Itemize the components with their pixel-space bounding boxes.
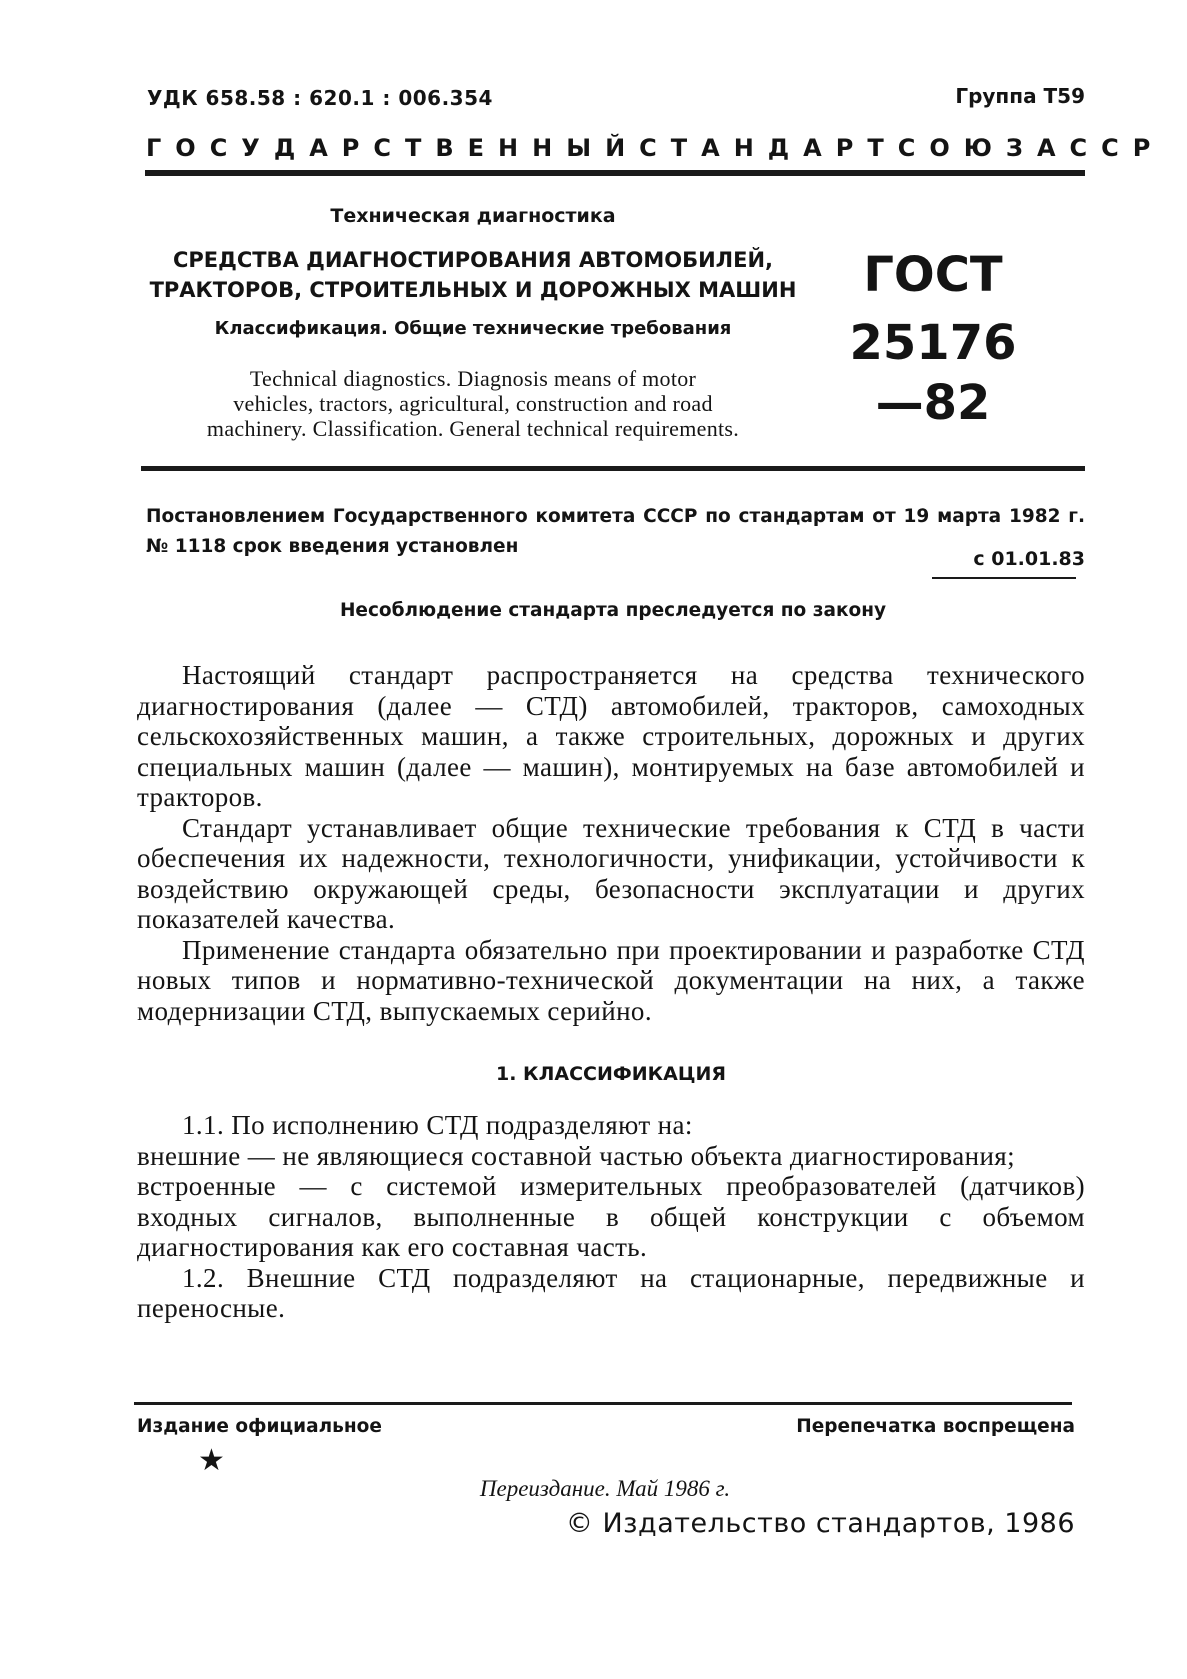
udk-code: УДК 658.58 : 620.1 : 006.354 xyxy=(147,86,493,110)
body-paragraph: Применение стандарта обязательно при проектировании и разработке СТД новых типов и нормативно-технической документации на них, а также модернизации СТД, выпускаемых серийно. xyxy=(137,934,1085,1026)
resolution-text: Постановлением Государственного комитета СССР по стандартам от 19 марта 1982 г. № 1118 срок введения установлен xyxy=(146,506,1085,557)
reprint-forbidden: Перепечатка воспрещена xyxy=(796,1416,1075,1437)
english-title-line: machinery. Classification. General technical requirements. xyxy=(206,416,740,441)
section-name: Техническая диагностика xyxy=(330,205,616,227)
title-line: ТРАКТОРОВ, СТРОИТЕЛЬНЫХ И ДОРОЖНЫХ МАШИН xyxy=(149,278,797,302)
body-paragraph: Стандарт устанавливает общие технические требования к СТД в части обеспечения их надежности, технологичности, унификации, устойчивости к воздействию окружающей среды, безопасности эксплуатации и других показателей качества. xyxy=(137,812,1085,934)
publisher-copyright: © Издательство стандартов, 1986 xyxy=(565,1508,1075,1539)
introduction xyxy=(137,660,1085,1026)
effective-date-underline xyxy=(932,577,1076,579)
gost-number: 25176—82 xyxy=(849,315,1017,431)
banner-word: СОЮЗА xyxy=(897,134,1070,162)
middle-rule xyxy=(141,466,1085,471)
banner-word: ГОСУДАРСТВЕННЫЙ xyxy=(146,134,640,162)
document-title xyxy=(143,245,803,305)
banner-word: СТАНДАРТ xyxy=(639,134,898,162)
english-title xyxy=(143,366,803,441)
effective-date: с 01.01.83 xyxy=(973,548,1085,570)
title-line: СРЕДСТВА ДИАГНОСТИРОВАНИЯ АВТОМОБИЛЕЙ, xyxy=(172,248,774,272)
body-paragraph: 1.1. По исполнению СТД подразделяют на: xyxy=(182,1110,693,1140)
document-subtitle: Классификация. Общие технические требования xyxy=(214,318,732,339)
bottom-rule xyxy=(134,1402,1072,1405)
group-code: Группа Т59 xyxy=(955,84,1085,108)
reissue-note: Переиздание. Май 1986 г. xyxy=(479,1476,731,1501)
star-icon: ★ xyxy=(198,1444,225,1477)
state-standard-banner xyxy=(146,134,1165,162)
top-rule xyxy=(145,170,1085,176)
law-notice: Несоблюдение стандарта преследуется по закону xyxy=(339,600,887,621)
official-edition: Издание официальное xyxy=(137,1416,382,1437)
body-paragraph: встроенные — с системой измерительных преобразователей (датчиков) входных сигналов, выполненные в общей конструкции с объемом диагностирования как его составная часть. xyxy=(137,1171,1085,1262)
english-title-line: Technical diagnostics. Diagnosis means of motor xyxy=(249,366,697,391)
body-paragraph: 1.2. Внешние СТД подразделяют на стационарные, передвижные и переносные. xyxy=(137,1262,1085,1323)
gost-designation xyxy=(828,245,1038,433)
english-title-line: vehicles, tractors, agricultural, construction and road xyxy=(233,391,713,416)
gost-label: ГОСТ xyxy=(863,247,1003,303)
banner-word: ССР xyxy=(1069,134,1165,162)
body-paragraph: Настоящий стандарт распространяется на средства технического диагностирования (далее — СТД) автомобилей, тракторов, самоходных сельскохозяйственных машин, а также строительных, дорожных и других специальных машин (далее — машин), монтируемых на базе автомобилей и тракторов. xyxy=(137,660,1085,812)
section-heading: 1. КЛАССИФИКАЦИЯ xyxy=(496,1063,726,1085)
classification-section xyxy=(137,1110,1085,1324)
body-paragraph: внешние — не являющиеся составной частью объекта диагностирования; xyxy=(137,1140,1016,1171)
